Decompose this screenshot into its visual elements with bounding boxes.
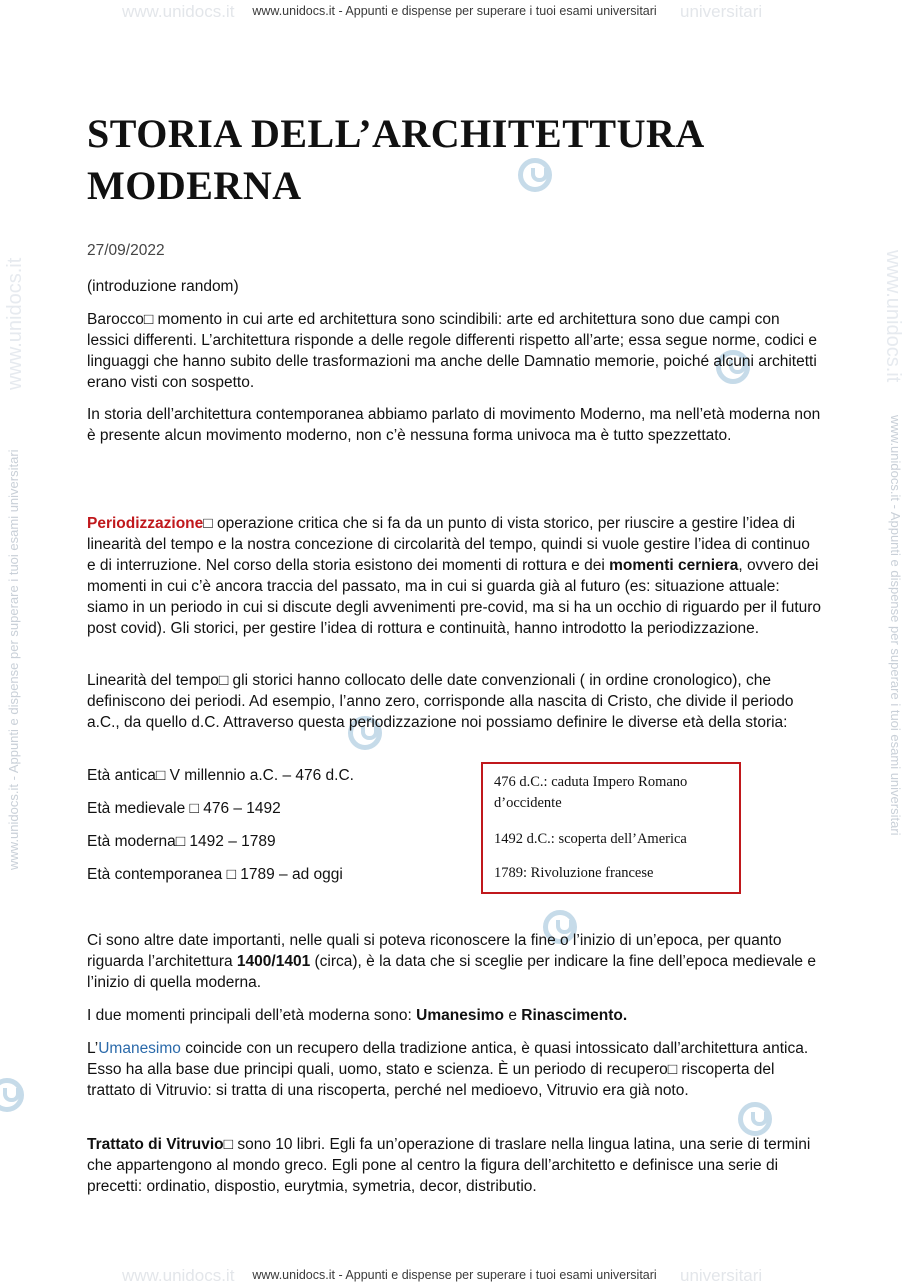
ghost-watermark-right-side: www.unidocs.it [882,250,904,383]
term-1400-1401: 1400/1401 [236,953,311,970]
umanesimo-text: coincide con un recupero della tradizione antica, è quasi intossicato dall’architettura antica. Esso ha alla base due principi quali, uomo, stato e scienza. È un periodo di recupero□ riscoperta del trattato di Vitruvio: si tratta di una riscoperta, perché nel medioevo, Vitruvio era già noto. [87,1040,809,1099]
paragraph-contemporanea: In storia dell’architettura contemporanea abbiamo parlato di movimento Moderno, ma nell’età moderna non è presente alcun movimento moderno, non c’è nessuna forma univoca ma è tutto spezzettato. [87,406,821,444]
term-momenti-cerniera: momenti cerniera [609,557,739,574]
title-line-2: MODERNA [87,163,302,208]
paragraph-barocco: Barocco□ momento in cui arte ed architettura sono scindibili: arte ed architettura sono due campi con lessici differenti. L’architettura risponde a delle regole differenti rispetto all’arte; essa segue norme, codici e linguaggi che hanno subito delle trasformazioni ma anche delle Damnatio memorie, poiché alcuni architetti erano visti con sospetto. [87,311,818,391]
paragraph-date-importanti [87,930,822,993]
watermark-left-side: www.unidocs.it - Appunti e dispense per superare i tuoi esami universitari [6,449,21,870]
watermark-header: www.unidocs.it - Appunti e dispense per superare i tuoi esami universitari [252,4,657,18]
key-dates-box [481,762,741,894]
term-rinascimento: Rinascimento. [521,1007,628,1024]
periodizzazione-text-2: , ovvero dei momenti in cui c’è ancora traccia del passato, ma in cui si guarda già al futuro (es: situazione attuale: siamo in un periodo in cui si discute degli avvenimenti pre-covid, ma si ha un occhio di riguardo per il futuro post covid). Gli storici, per gestire l’idea di rottura e continuità, hanno introdotto la periodizzazione. [87,557,822,637]
paragraph-periodizzazione [87,513,822,639]
umanesimo-prefix: L’ [87,1040,99,1057]
paragraph-umanesimo [87,1038,822,1101]
unidocs-logo-icon [738,1102,772,1136]
paragraph-momenti-principali [87,1005,822,1026]
unidocs-logo-icon [0,1078,24,1112]
term-periodizzazione: Periodizzazione [87,515,204,532]
momenti-text-1: I due momenti principali dell’età moderna sono: [87,1007,417,1024]
date-importanti-text-2: (circa), è la data che si sceglie per indicare la fine dell’epoca medievale e l’inizio di quella moderna. [87,953,816,991]
vitruvio-text: □ sono 10 libri. Egli fa un’operazione di traslare nella lingua latina, una serie di termini che appartengono al mondo greco. Egli pone al centro la figura dell’architetto e definisce una serie di precetti: ordinatio, dispostio, eurytmia, symetria, decor, distributio. [87,1136,811,1195]
era-item: Età contemporanea □ 1789 – ad oggi [87,866,343,883]
intro-note: (introduzione random) [87,278,239,295]
ghost-watermark-bottom-left: www.unidocs.it [122,1266,235,1285]
ghost-watermark-bottom-right: universitari [680,1266,763,1285]
era-item: Età medievale □ 476 – 1492 [87,800,281,817]
key-date-1789: 1789: Rivoluzione francese [494,865,654,881]
ghost-watermark-left-side: www.unidocs.it [4,257,26,390]
term-umanesimo-bold: Umanesimo [416,1007,505,1024]
era-item: Età antica□ V millennio a.C. – 476 d.C. [87,767,354,784]
ghost-watermark-top-right: universitari [680,2,763,21]
paragraph-vitruvio [87,1134,822,1197]
title-line-1: STORIA DELL’ARCHITETTURA [87,111,705,156]
date-importanti-text-1: Ci sono altre date importanti, nelle quali si poteva riconoscere la fine o l’inizio di un’epoca, per quanto riguarda l’architettura [87,932,782,970]
term-trattato-vitruvio: Trattato di Vitruvio [87,1136,224,1153]
paragraph-linearita: Linearità del tempo□ gli storici hanno collocato delle date convenzionali ( in ordine cronologico), che definiscono dei periodi. Ad esempio, l’anno zero, corrisponde alla nascita di Cristo, che divide il periodo a.C., da quello d.C. Attraverso questa periodizzazione noi possiamo definire le diverse età della storia: [87,672,794,731]
era-item: Età moderna□ 1492 – 1789 [87,833,276,850]
key-date-1492: 1492 d.C.: scoperta dell’America [494,831,687,847]
periodizzazione-text-1: □ operazione critica che si fa da un punto di vista storico, per riuscire a gestire l’idea di linearità del tempo e la nostra concezione di circolarità del tempo, quindi si vuole gestire l’idea di continuo e di interruzione. Nel corso della storia esistono dei momenti di rottura e dei [87,515,810,574]
key-date-476: 476 d.C.: caduta Impero Romano d’occidente [494,774,688,811]
page-title [87,108,847,212]
ghost-watermark-top-left: www.unidocs.it [122,2,235,21]
document-date: 27/09/2022 [87,242,165,259]
watermark-right-side: www.unidocs.it - Appunti e dispense per superare i tuoi esami universitari [888,415,903,836]
watermark-footer: www.unidocs.it - Appunti e dispense per superare i tuoi esami universitari [252,1268,657,1282]
term-umanesimo: Umanesimo [98,1040,181,1057]
momenti-text-2: e [504,1007,522,1024]
